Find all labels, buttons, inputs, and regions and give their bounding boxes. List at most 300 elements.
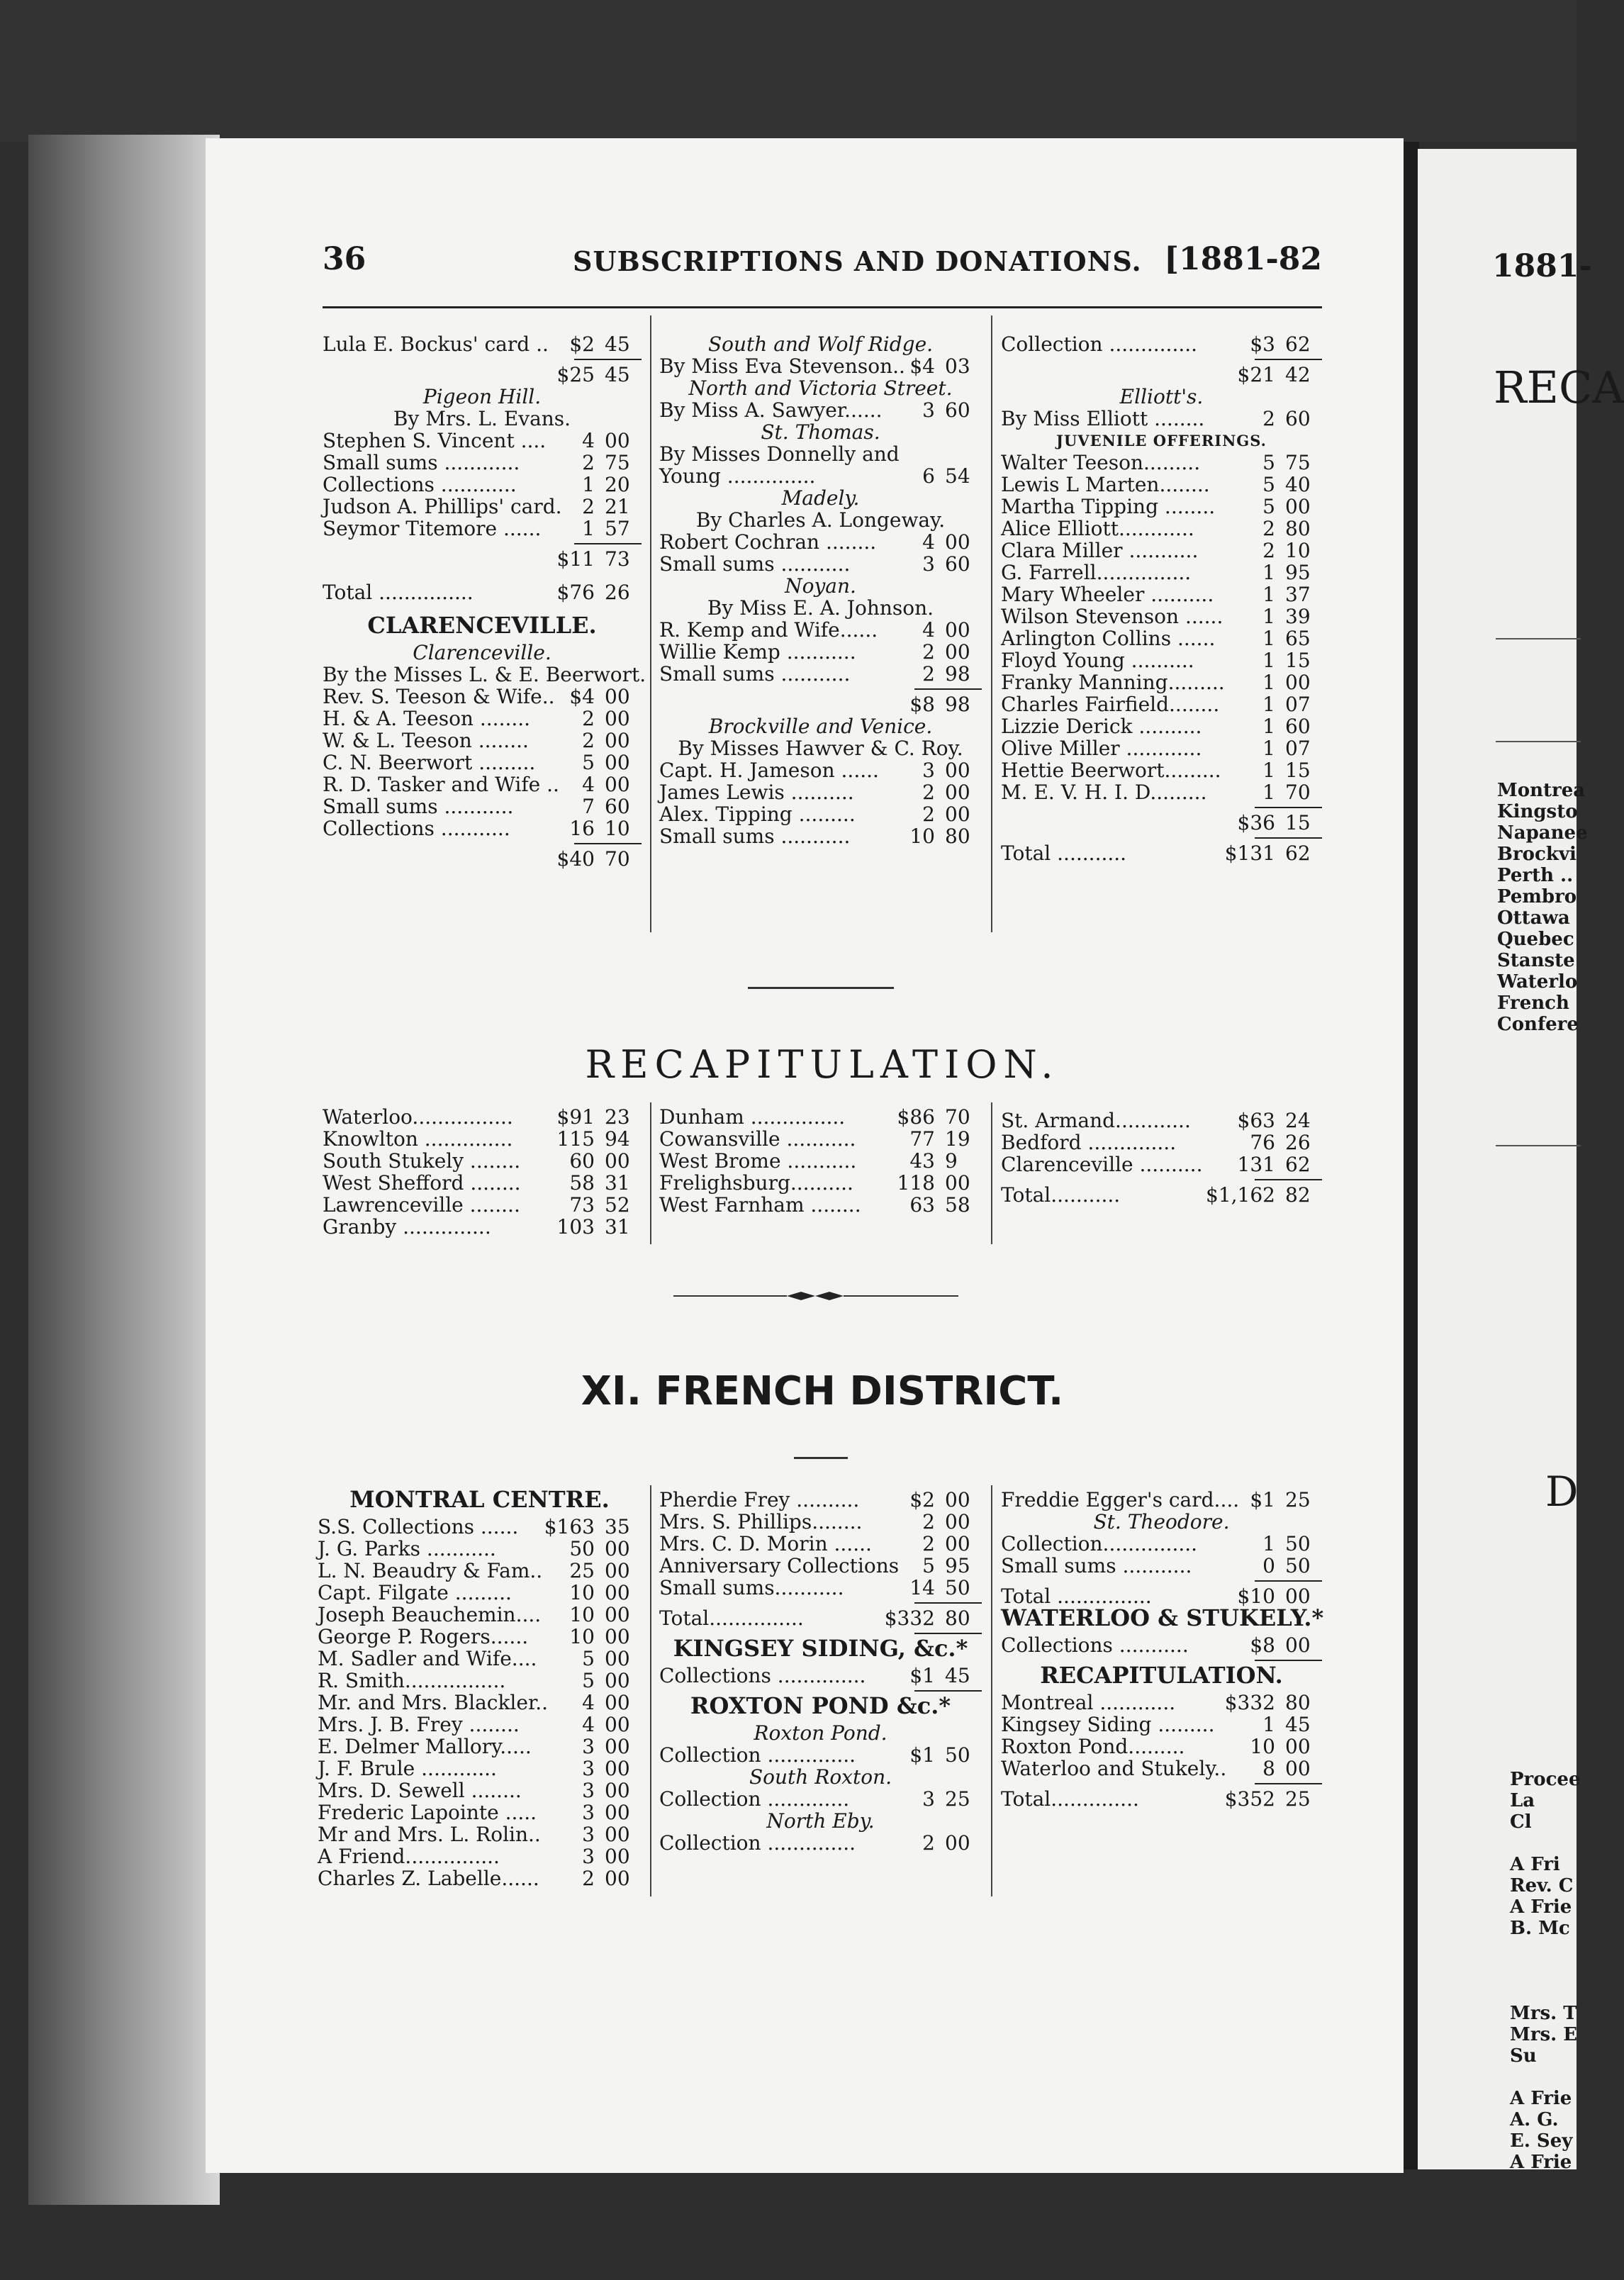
ledger-entry <box>323 1194 642 1216</box>
ledger-entry <box>659 759 982 781</box>
entry-cents: 9 <box>945 1149 958 1173</box>
entry-label: Collection .............. <box>659 1831 856 1855</box>
entry-cents: 15 <box>1285 649 1311 672</box>
entry-label: Collections ........... <box>323 817 510 840</box>
entry-dollars: 77 <box>909 1127 935 1151</box>
entry-label: E. Delmer Mallory..... <box>318 1735 532 1758</box>
entry-dollars: 2 <box>1262 539 1275 562</box>
entry-label: By Mrs. L. Evans. <box>393 407 571 430</box>
entry-dollars: 73 <box>569 1193 595 1217</box>
ledger-entry <box>318 1582 642 1604</box>
entry-label: Small sums ........... <box>659 825 851 848</box>
entry-label: Brockville and Venice. <box>708 715 933 738</box>
rule-line <box>1255 1660 1322 1661</box>
entry-label: Arlington Collins ...... <box>1001 627 1216 650</box>
entry-dollars: $21 <box>1237 363 1275 386</box>
entry-dollars: $91 <box>556 1105 595 1129</box>
entry-dollars: 3 <box>582 1801 595 1824</box>
entry-cents: 70 <box>945 1105 970 1129</box>
ledger-entry <box>659 355 982 377</box>
place-heading <box>659 715 982 737</box>
entry-label: South Stukely ........ <box>323 1149 521 1173</box>
facing-page-line <box>1510 1982 1581 2003</box>
place-heading <box>1001 386 1322 408</box>
entry-dollars: 2 <box>922 640 935 664</box>
french-column-2 <box>659 1489 982 1854</box>
entry-dollars: 3 <box>582 1735 595 1758</box>
ledger-entry <box>1001 1489 1322 1511</box>
entry-cents: 70 <box>605 847 630 871</box>
facing-page-line: Pembro <box>1497 886 1577 907</box>
entry-dollars: 50 <box>569 1537 595 1560</box>
ledger-entry <box>323 1106 642 1128</box>
place-heading <box>659 487 982 509</box>
entry-cents: 00 <box>605 1603 630 1626</box>
entry-dollars: $4 <box>909 354 935 378</box>
entry-dollars: 16 <box>569 817 595 840</box>
entry-label: KINGSEY SIDING, &c.* <box>673 1635 968 1662</box>
entry-label: H. & A. Teeson ........ <box>323 707 531 730</box>
entry-cents: 00 <box>605 751 630 774</box>
entry-label: By Misses Donnelly and <box>659 442 900 466</box>
rule-line <box>1255 359 1322 360</box>
entry-label: Collection .............. <box>1001 332 1198 356</box>
entry-cents: 00 <box>1285 1585 1311 1608</box>
ledger-entry <box>318 1604 642 1626</box>
ledger-entry <box>1001 1533 1322 1555</box>
entry-label: Willie Kemp ........... <box>659 640 856 664</box>
ledger-entry <box>659 1832 982 1854</box>
entry-cents: 00 <box>1285 495 1311 518</box>
entry-cents: 50 <box>945 1743 970 1767</box>
entry-dollars: 1 <box>1262 605 1275 628</box>
entry-dollars: 4 <box>922 618 935 642</box>
ledger-entry <box>323 364 642 386</box>
entry-label: By Miss Elliott ........ <box>1001 407 1205 430</box>
entry-label: North Eby. <box>766 1809 875 1833</box>
entry-dollars: 1 <box>1262 1713 1275 1736</box>
entry-label: WATERLOO & STUKELY.* <box>1001 1604 1324 1631</box>
facing-page-line <box>1510 2067 1581 2088</box>
entry-dollars: $36 <box>1237 811 1275 834</box>
spacer <box>323 570 642 581</box>
entry-cents: 45 <box>945 1664 970 1687</box>
ledger-entry <box>1001 1788 1322 1810</box>
rule-line <box>1255 807 1322 808</box>
facing-page-line: Ottawa <box>1497 907 1570 929</box>
entry-dollars: 4 <box>582 1713 595 1736</box>
entry-cents: 00 <box>605 1647 630 1670</box>
ledger-entry <box>1001 1131 1322 1153</box>
place-heading <box>659 575 982 597</box>
place-heading <box>659 333 982 355</box>
entry-label: Mr and Mrs. L. Rolin.. <box>318 1823 541 1846</box>
entry-dollars: 10 <box>1250 1735 1275 1758</box>
entry-label: By Misses Hawver & C. Roy. <box>678 737 963 760</box>
entry-cents: 00 <box>605 1691 630 1714</box>
facing-page-line: A Frie <box>1510 1896 1572 1918</box>
entry-dollars: 1 <box>1262 583 1275 606</box>
entry-label: L. N. Beaudry & Fam.. <box>318 1559 543 1582</box>
ledger-entry <box>318 1626 642 1648</box>
entry-label: Small sums ........... <box>323 795 514 818</box>
ledger-entry <box>659 1106 982 1128</box>
ledger-entry <box>1001 1692 1322 1714</box>
entry-label: Mary Wheeler .......... <box>1001 583 1214 606</box>
entry-dollars: $86 <box>897 1105 935 1129</box>
ledger-entry <box>318 1823 642 1845</box>
ledger-entry <box>1001 408 1322 430</box>
ledger-entry <box>1001 693 1322 715</box>
entry-cents: 50 <box>1285 1532 1311 1555</box>
entry-cents: 00 <box>945 640 970 664</box>
entry-dollars: 103 <box>556 1215 595 1239</box>
ledger-entry <box>323 773 642 795</box>
entry-dollars: $131 <box>1224 842 1275 865</box>
entry-label: Noyan. <box>785 574 856 598</box>
entry-dollars: 2 <box>922 1831 935 1855</box>
entry-label: Hettie Beerwort......... <box>1001 759 1221 782</box>
column-divider <box>650 1485 651 1896</box>
ledger-entry <box>323 751 642 773</box>
entry-dollars: $2 <box>569 332 595 356</box>
facing-page-line <box>1510 1833 1581 1854</box>
entry-cents: 00 <box>945 1510 970 1533</box>
ledger-entry <box>1001 1110 1322 1131</box>
entry-label: ROXTON POND &c.* <box>690 1692 951 1719</box>
column-divider <box>991 315 992 932</box>
ledger-entry <box>323 518 642 540</box>
entry-cents: 75 <box>605 451 630 474</box>
entry-cents: 52 <box>605 1193 630 1217</box>
entry-label: M. Sadler and Wife.... <box>318 1647 537 1670</box>
ornament-divider <box>673 1290 958 1302</box>
ledger-entry <box>659 1744 982 1766</box>
facing-page-line: Procee <box>1510 1769 1581 1790</box>
entry-cents: 00 <box>945 1532 970 1555</box>
entry-dollars: $11 <box>556 547 595 571</box>
ledger-entry <box>659 1489 982 1511</box>
page-year: [1881-82 <box>1164 241 1322 277</box>
entry-dollars: 5 <box>582 1647 595 1670</box>
entry-label: Martha Tipping ........ <box>1001 495 1216 518</box>
facing-page-line: B. Mc <box>1510 1918 1570 1939</box>
header-rule <box>323 306 1322 308</box>
ledger-entry <box>1001 781 1322 803</box>
entry-cents: 60 <box>945 552 970 576</box>
ledger-entry <box>659 1128 982 1150</box>
ledger-entry <box>323 686 642 708</box>
entry-cents: 00 <box>605 685 630 708</box>
entry-dollars: 2 <box>922 781 935 804</box>
entry-cents: 00 <box>945 1171 970 1195</box>
ledger-entry <box>659 641 982 663</box>
ledger-entry <box>1001 812 1322 834</box>
entry-label: North and Victoria Street. <box>688 376 953 400</box>
entry-cents: 00 <box>605 1581 630 1604</box>
entry-label: Rev. S. Teeson & Wife.. <box>323 685 555 708</box>
entry-cents: 45 <box>605 332 630 356</box>
entry-label: Frelighsburg.......... <box>659 1171 853 1195</box>
entry-dollars: 3 <box>582 1845 595 1868</box>
facing-page-rule <box>1496 638 1581 639</box>
entry-cents: 00 <box>605 1779 630 1802</box>
entry-label: By Miss E. A. Johnson. <box>707 596 934 620</box>
facing-page-line: Mrs. E <box>1510 2024 1578 2045</box>
entry-dollars: $8 <box>1250 1633 1275 1657</box>
ledger-entry <box>659 825 982 847</box>
entry-cents: 00 <box>945 803 970 826</box>
ledger-entry <box>323 581 642 603</box>
entry-dollars: 3 <box>922 552 935 576</box>
entry-label: Total............... <box>659 1606 804 1630</box>
background <box>0 0 1577 142</box>
entry-label: Roxton Pond......... <box>1001 1735 1185 1758</box>
entry-label: West Brome ........... <box>659 1149 857 1173</box>
entry-label: Small sums ............ <box>323 451 520 474</box>
entry-label: Capt. H. Jameson ...... <box>659 759 879 782</box>
rule-line <box>914 1690 982 1692</box>
ledger-entry <box>1001 430 1322 452</box>
facing-page-heading: RECA <box>1494 362 1624 413</box>
entry-label: Lawrenceville ........ <box>323 1193 520 1217</box>
ledger-entry <box>323 1128 642 1150</box>
entry-label: St. Thomas. <box>761 420 880 444</box>
entry-cents: 60 <box>945 398 970 422</box>
entry-dollars: 118 <box>897 1171 935 1195</box>
entry-cents: 35 <box>605 1515 630 1538</box>
entry-label: Collection ............. <box>659 1787 850 1811</box>
entry-cents: 10 <box>605 817 630 840</box>
entry-dollars: 0 <box>1262 1554 1275 1577</box>
entry-cents: 60 <box>1285 407 1311 430</box>
entry-cents: 26 <box>1285 1131 1311 1154</box>
entry-label: South and Wolf Ridge. <box>707 332 934 356</box>
entry-dollars: $63 <box>1237 1109 1275 1132</box>
entry-label: A Friend............... <box>318 1845 500 1868</box>
ledger-entry <box>318 1560 642 1582</box>
entry-cents: 00 <box>1285 1633 1311 1657</box>
entry-cents: 07 <box>1285 737 1311 760</box>
entry-dollars: $76 <box>556 581 595 604</box>
french-district-heading: XI. FRENCH DISTRICT. <box>581 1368 1064 1414</box>
facing-page-entries <box>1510 1769 1581 2173</box>
entry-dollars: 1 <box>1262 671 1275 694</box>
entry-cents: 07 <box>1285 693 1311 716</box>
entry-dollars: 2 <box>922 662 935 686</box>
entry-dollars: $2 <box>909 1488 935 1511</box>
entry-dollars: 5 <box>1262 451 1275 474</box>
ledger-entry <box>1001 364 1322 386</box>
facing-page <box>1418 149 1624 2173</box>
entry-dollars: $332 <box>1224 1691 1275 1714</box>
entry-cents: 62 <box>1285 842 1311 865</box>
entry-dollars: 10 <box>909 825 935 848</box>
entry-cents: 70 <box>1285 781 1311 804</box>
entry-dollars: 2 <box>922 1532 935 1555</box>
entry-dollars: 2 <box>1262 407 1275 430</box>
entry-cents: 00 <box>605 729 630 752</box>
ledger-entry <box>323 1150 642 1172</box>
entry-dollars: 1 <box>1262 715 1275 738</box>
entry-label: Clara Miller ........... <box>1001 539 1199 562</box>
top-column-3 <box>1001 333 1322 864</box>
ledger-entry <box>659 663 982 685</box>
ledger-entry <box>1001 540 1322 561</box>
ledger-entry <box>1001 1184 1322 1206</box>
entry-label: Waterloo................ <box>323 1105 513 1129</box>
entry-label: Lula E. Bockus' card .. <box>323 332 549 356</box>
place-heading <box>323 386 642 408</box>
rule-line <box>1255 837 1322 839</box>
section-heading <box>1001 1604 1324 1634</box>
entry-cents: 73 <box>605 547 630 571</box>
entry-cents: 31 <box>605 1215 630 1239</box>
recap-column-3 <box>1001 1110 1322 1206</box>
entry-label: West Shefford ........ <box>323 1171 521 1195</box>
ledger-entry <box>1001 605 1322 627</box>
entry-label: By Charles A. Longeway. <box>695 508 946 532</box>
entry-cents: 00 <box>605 1823 630 1846</box>
entry-dollars: 10 <box>569 1603 595 1626</box>
entry-dollars: $40 <box>556 847 595 871</box>
ledger-entry <box>659 399 982 421</box>
entry-dollars: 3 <box>582 1757 595 1780</box>
entry-cents: 75 <box>1285 451 1311 474</box>
ledger-entry <box>323 548 642 570</box>
facing-page-rule <box>1496 741 1581 742</box>
facing-page-line: Cl <box>1510 1811 1532 1833</box>
ledger-entry <box>659 597 982 619</box>
entry-cents: 42 <box>1285 363 1311 386</box>
entry-label: By Miss A. Sawyer...... <box>659 398 883 422</box>
facing-page-line: La <box>1510 1790 1535 1811</box>
ledger-entry <box>323 496 642 518</box>
ledger-entry <box>659 443 982 465</box>
ledger-entry <box>318 1845 642 1867</box>
entry-label: Dunham ............... <box>659 1105 846 1129</box>
entry-cents: 00 <box>605 1757 630 1780</box>
entry-label: Stephen S. Vincent .... <box>323 429 547 452</box>
entry-dollars: 3 <box>922 398 935 422</box>
entry-label: Knowlton .............. <box>323 1127 513 1151</box>
entry-dollars: 5 <box>582 1669 595 1692</box>
entry-cents: 62 <box>1285 1153 1311 1176</box>
entry-cents: 50 <box>945 1576 970 1599</box>
facing-page-line: Kingsto <box>1497 801 1578 822</box>
ledger-entry <box>659 693 982 715</box>
french-column-3 <box>1001 1489 1322 1810</box>
entry-cents: 00 <box>605 1713 630 1736</box>
entry-cents: 20 <box>605 473 630 496</box>
entry-dollars: 115 <box>556 1127 595 1151</box>
rule-line <box>1255 1783 1322 1784</box>
entry-label: R. D. Tasker and Wife .. <box>323 773 559 796</box>
ledger-entry <box>318 1714 642 1736</box>
facing-page-line: Montrea <box>1497 780 1586 801</box>
facing-page-line: Mrs. T <box>1510 2003 1577 2024</box>
facing-page-line <box>1510 1960 1581 1982</box>
entry-dollars: 10 <box>569 1581 595 1604</box>
entry-cents: 00 <box>945 618 970 642</box>
entry-dollars: $163 <box>544 1515 595 1538</box>
ledger-entry <box>1001 518 1322 540</box>
rule-line <box>914 1602 982 1604</box>
entry-label: By Miss Eva Stevenson.. <box>659 354 905 378</box>
section-heading <box>659 1635 982 1665</box>
ledger-entry <box>323 795 642 817</box>
entry-cents: 21 <box>605 495 630 518</box>
ledger-entry <box>1001 583 1322 605</box>
entry-label: Franky Manning......... <box>1001 671 1225 694</box>
entry-label: By the Misses L. & E. Beerwort. <box>323 663 646 686</box>
entry-cents: 80 <box>1285 517 1311 540</box>
section-heading <box>1001 1662 1322 1692</box>
entry-dollars: 4 <box>582 429 595 452</box>
entry-label: Total ............... <box>1001 1585 1152 1608</box>
entry-label: Freddie Egger's card.... <box>1001 1488 1240 1511</box>
entry-label: CLARENCEVILLE. <box>367 612 597 639</box>
entry-dollars: 8 <box>1262 1757 1275 1780</box>
column-divider <box>991 1102 992 1244</box>
entry-label: Joseph Beauchemin.... <box>318 1603 542 1626</box>
ledger-entry <box>323 408 642 430</box>
ledger-entry <box>1001 1634 1322 1656</box>
entry-cents: 00 <box>945 759 970 782</box>
section-rule <box>748 987 894 989</box>
entry-cents: 00 <box>605 1867 630 1890</box>
rule-line <box>574 359 642 360</box>
entry-label: Walter Teeson......... <box>1001 451 1201 474</box>
ledger-entry <box>1001 474 1322 496</box>
recap-column-1 <box>323 1106 642 1238</box>
entry-dollars: $10 <box>1237 1585 1275 1608</box>
entry-label: St. Armand............ <box>1001 1109 1191 1132</box>
entry-label: Mrs. J. B. Frey ........ <box>318 1713 520 1736</box>
ledger-entry <box>318 1801 642 1823</box>
entry-dollars: 5 <box>1262 473 1275 496</box>
entry-dollars: 5 <box>1262 495 1275 518</box>
ledger-entry <box>323 452 642 474</box>
entry-label: J. F. Brule ............ <box>318 1757 497 1780</box>
ledger-entry <box>1001 737 1322 759</box>
ledger-entry <box>659 1607 982 1629</box>
entry-label: Bedford .............. <box>1001 1131 1177 1154</box>
entry-label: Mrs. C. D. Morin ...... <box>659 1532 872 1555</box>
ledger-entry <box>1001 759 1322 781</box>
column-divider <box>650 315 651 932</box>
ledger-entry <box>659 1150 982 1172</box>
entry-label: Wilson Stevenson ...... <box>1001 605 1223 628</box>
ledger-entry <box>323 1172 642 1194</box>
facing-page-line: Rev. C <box>1510 1875 1574 1896</box>
recap-column-2 <box>659 1106 982 1216</box>
ledger-entry <box>1001 452 1322 474</box>
ledger-entry <box>1001 561 1322 583</box>
facing-page-letter: D <box>1545 1468 1579 1516</box>
entry-cents: 24 <box>1285 1109 1311 1132</box>
entry-dollars: 5 <box>922 1554 935 1577</box>
ledger-entry <box>323 474 642 496</box>
entry-cents: 25 <box>1285 1488 1311 1511</box>
facing-page-line: French <box>1497 993 1569 1014</box>
ledger-entry <box>318 1779 642 1801</box>
section-heading <box>318 1486 642 1516</box>
entry-cents: 00 <box>1285 671 1311 694</box>
ledger-entry <box>659 781 982 803</box>
entry-cents: 15 <box>1285 759 1311 782</box>
ledger-entry <box>318 1538 642 1560</box>
